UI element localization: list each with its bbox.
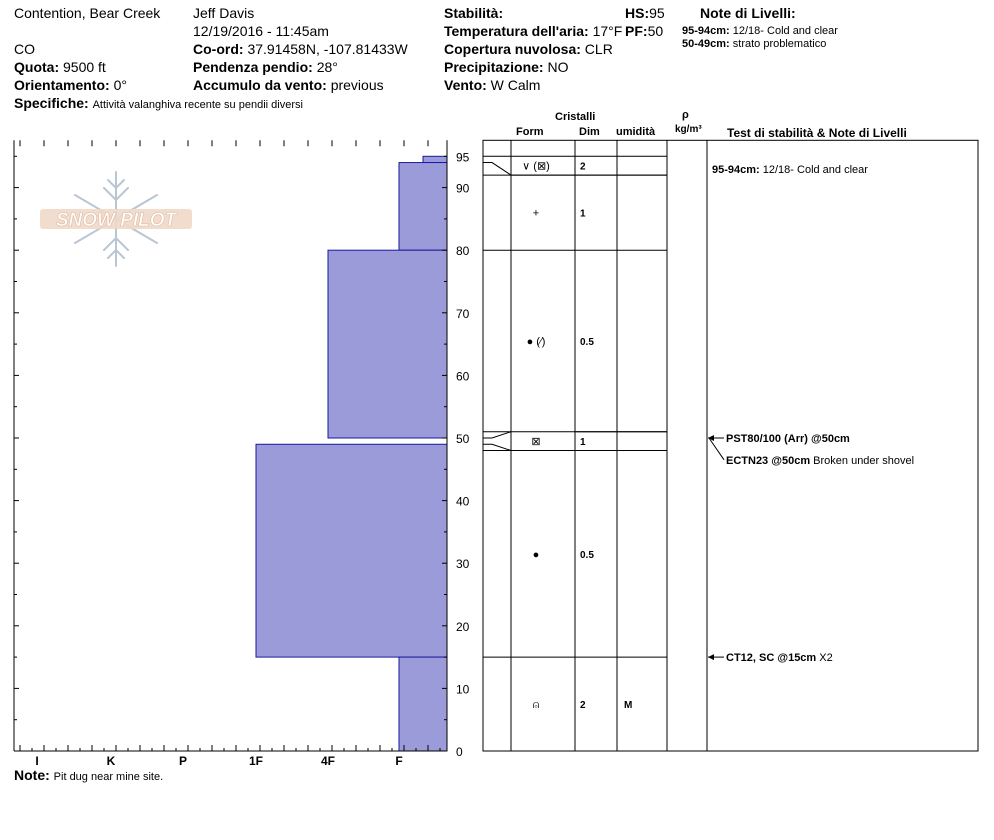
air-temp-label: Temperatura dell'aria: <box>444 23 589 39</box>
wind-value: W Calm <box>490 77 541 93</box>
precip-value: NO <box>547 59 569 75</box>
hardness-tick-label: 4F <box>320 754 336 768</box>
specifics-label: Specifiche: <box>14 95 89 111</box>
layer-size-4: 1 <box>580 437 586 449</box>
y-tick-label: 0 <box>456 745 463 759</box>
crystals-header: Cristalli <box>555 111 596 123</box>
layer-note-2-text: strato problematico <box>732 38 827 50</box>
layer-form-5: ● <box>532 548 540 561</box>
hardness-bar-3 <box>328 250 447 438</box>
hardness-bar-5 <box>399 657 447 751</box>
slope-label: Pendenza pendio: <box>193 59 313 75</box>
hardness-tick-label: I <box>35 754 39 768</box>
layer-size-3: 0.5 <box>580 336 594 348</box>
y-tick-label: 80 <box>456 244 470 259</box>
hardness-tick-label: K <box>106 754 116 768</box>
layer-form-4: ⊠ <box>531 436 541 449</box>
aspect-label: Orientamento: <box>14 77 110 93</box>
coords-label: Co-ord: <box>193 41 244 57</box>
hardness-tick-label: F <box>395 754 403 768</box>
hs-label: HS: <box>625 5 650 21</box>
note-text-3: ECTN23 @50cm Broken under shovel <box>726 454 915 467</box>
air-temp-value: 17°F <box>592 23 623 39</box>
pf-value: 50 <box>647 23 664 39</box>
moisture-header: umidità <box>616 126 656 138</box>
y-tick-label: 60 <box>456 369 470 384</box>
layer-note-1-range: 95-94cm: <box>682 25 730 37</box>
note-text-4: CT12, SC @15cm X2 <box>726 652 833 665</box>
hardness-bar-1 <box>423 156 447 162</box>
layer-size-2: 1 <box>580 208 586 220</box>
datetime: 12/19/2016 - 11:45am <box>193 23 329 39</box>
sky-value: CLR <box>584 41 613 57</box>
layer-moisture-6: M <box>624 700 633 712</box>
y-tick-label: 30 <box>456 557 470 572</box>
hardness-bar-2 <box>399 163 447 251</box>
slope-value: 28° <box>316 59 338 75</box>
note-arrowhead-4 <box>708 654 714 660</box>
rho-header: ρ <box>682 109 689 121</box>
tests-notes-header: Test di stabilità & Note di Livelli <box>727 126 907 140</box>
hardness-bar-4 <box>256 444 447 657</box>
specifics-value: Attività valanghiva recente su pendii diversi <box>92 99 303 111</box>
y-tick-label: 95 <box>456 150 470 165</box>
layer-form-2: + <box>532 207 540 220</box>
coords-value: 37.91458N, -107.81433W <box>247 41 408 57</box>
wind-label: Vento: <box>444 77 487 93</box>
elevation-value: 9500 ft <box>63 59 106 75</box>
wind-loading-value: previous <box>330 77 384 93</box>
aspect-value: 0° <box>113 77 127 93</box>
wind-loading-label: Accumulo da vento: <box>193 77 327 93</box>
stability-label: Stabilità: <box>444 5 504 21</box>
size-header: Dim <box>579 126 600 138</box>
layer-connector-50 <box>483 432 511 438</box>
form-header: Form <box>516 126 544 138</box>
pf-label: PF: <box>625 23 648 39</box>
layer-form-6: ⍝ <box>532 699 540 712</box>
note-text-2: PST80/100 (Arr) @50cm <box>726 433 850 445</box>
sky-label: Copertura nuvolosa: <box>444 41 581 57</box>
y-tick-label: 10 <box>456 682 470 697</box>
layer-size-6: 2 <box>580 700 586 712</box>
logo-text: SNOW PILOT <box>55 210 177 231</box>
y-tick-label: 20 <box>456 619 470 634</box>
note-label: Note: <box>14 767 50 783</box>
precip-label: Precipitazione: <box>444 59 544 75</box>
note-arrow-3 <box>709 438 724 460</box>
location: Contention, Bear Creek <box>14 5 161 21</box>
y-tick-label: 50 <box>456 432 470 446</box>
state: CO <box>14 41 35 57</box>
y-tick-label: 40 <box>456 494 470 509</box>
layer-size-5: 0.5 <box>580 549 594 561</box>
note-text-1: 95-94cm: 12/18- Cold and clear <box>712 163 868 176</box>
layer-note-1-text: 12/18- Cold and clear <box>732 25 838 37</box>
elevation-label: Quota: <box>14 59 60 75</box>
layer-form-3: ● (⁄) <box>526 335 546 348</box>
hs-value: 95 <box>649 5 665 21</box>
layer-notes-title: Note di Livelli: <box>700 5 796 21</box>
snow-pilot-logo <box>40 209 192 231</box>
y-tick-label: 90 <box>456 181 470 196</box>
hardness-tick-label: 1F <box>248 754 264 768</box>
layer-note-2-range: 50-49cm: <box>682 38 730 50</box>
density-unit-header: kg/m³ <box>675 124 702 135</box>
layer-form-1: ∨ (⊠) <box>522 160 550 173</box>
layer-size-1: 2 <box>580 161 586 173</box>
y-tick-label: 70 <box>456 306 470 321</box>
note-value: Pit dug near mine site. <box>53 771 164 783</box>
hardness-tick-label: P <box>178 754 188 768</box>
observer: Jeff Davis <box>193 5 255 21</box>
